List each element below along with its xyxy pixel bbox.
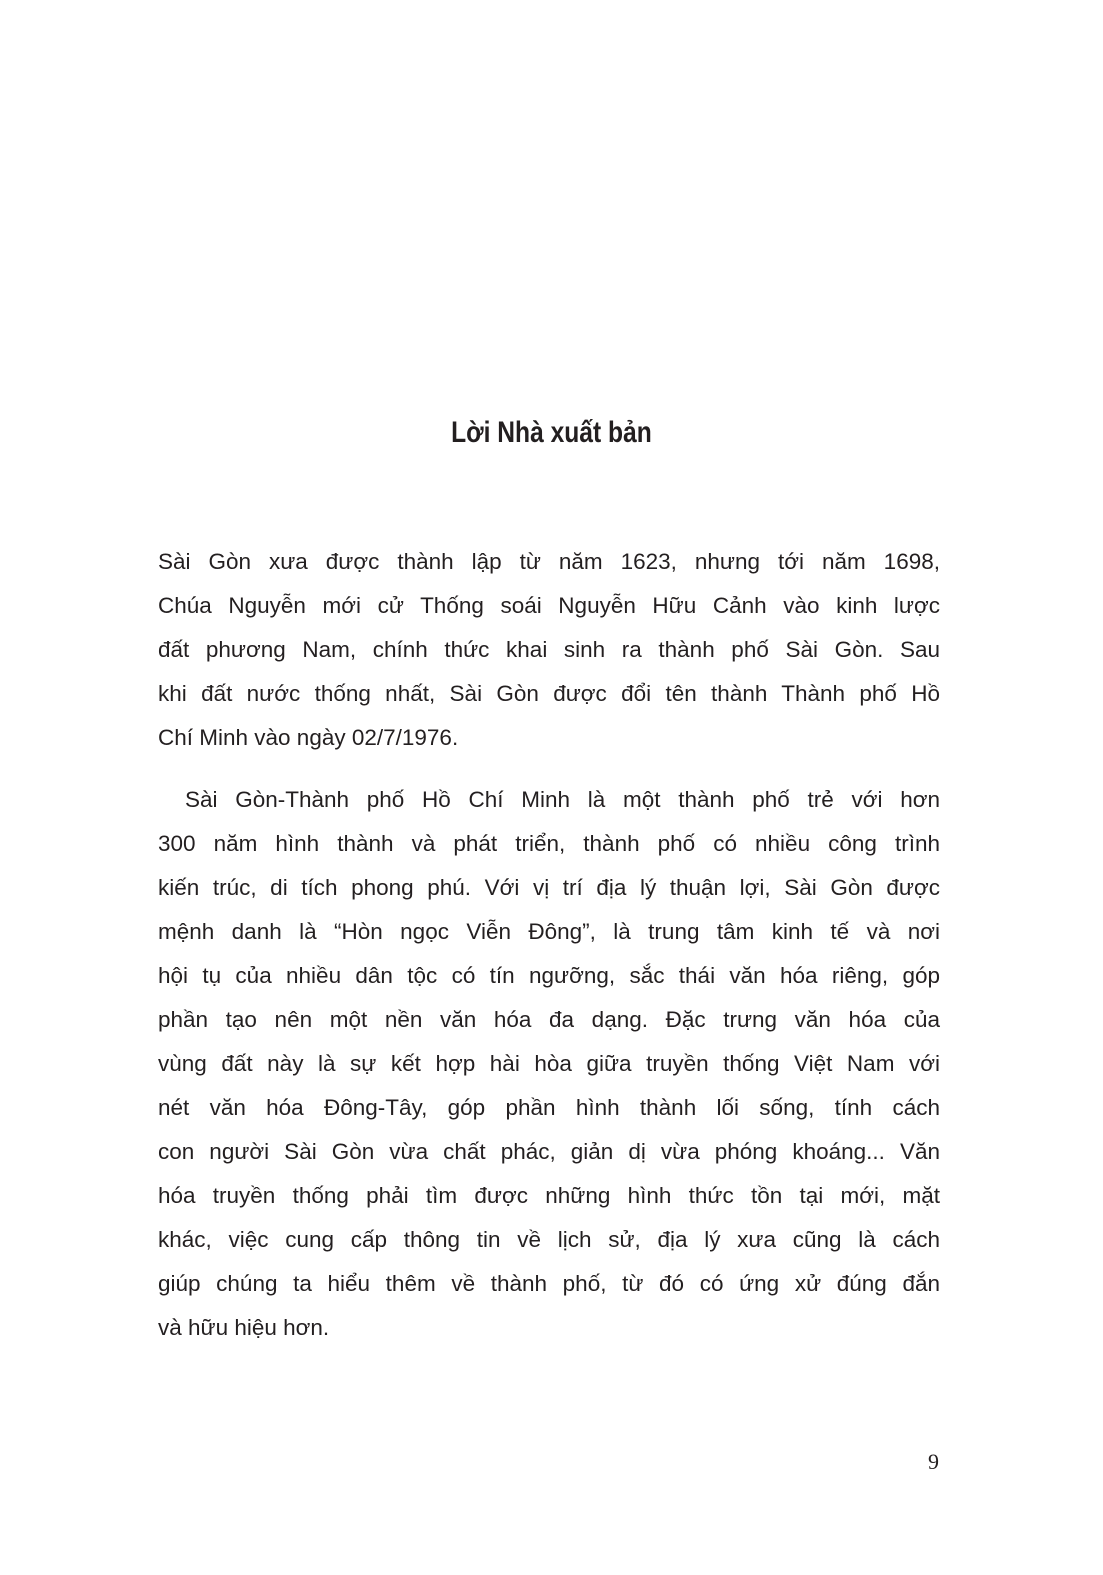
text-line: nét văn hóa Đông-Tây, góp phần hình thành lối sống, tính cách [158,1095,940,1120]
page-number: 9 [928,1449,939,1474]
text-line: khác, việc cung cấp thông tin về lịch sử, địa lý xưa cũng là cách [158,1227,940,1252]
text-line: hội tụ của nhiều dân tộc có tín ngưỡng, sắc thái văn hóa riêng, góp [158,963,940,988]
text-line: 300 năm hình thành và phát triển, thành phố có nhiều công trình [158,831,940,856]
text-line: hóa truyền thống phải tìm được những hình thức tồn tại mới, mặt [158,1183,940,1208]
text-line: con người Sài Gòn vừa chất phác, giản dị vừa phóng khoáng... Văn [158,1139,940,1164]
text-line: kiến trúc, di tích phong phú. Với vị trí địa lý thuận lợi, Sài Gòn được [158,875,940,900]
text-line: phần tạo nên một nền văn hóa đa dạng. Đặc trưng văn hóa của [158,1007,940,1032]
text-line: mệnh danh là “Hòn ngọc Viễn Đông”, là trung tâm kinh tế và nơi [158,919,940,944]
paragraph-2 [158,778,940,1350]
text-line: giúp chúng ta hiểu thêm về thành phố, từ đó có ứng xử đúng đắn [158,1271,940,1296]
text-line: và hữu hiệu hơn. [158,1315,330,1340]
text-line: Sài Gòn-Thành phố Hồ Chí Minh là một thành phố trẻ với hơn [185,787,940,812]
text-line: Chí Minh vào ngày 02/7/1976. [158,725,459,750]
text-line: khi đất nước thống nhất, Sài Gòn được đổi tên thành Thành phố Hồ [158,681,940,706]
text-line: Sài Gòn xưa được thành lập từ năm 1623, nhưng tới năm 1698, [158,549,940,574]
text-line: đất phương Nam, chính thức khai sinh ra thành phố Sài Gòn. Sau [158,637,940,662]
page-heading: Lời Nhà xuất bản [451,416,652,450]
text-line: Chúa Nguyễn mới cử Thống soái Nguyễn Hữu Cảnh vào kinh lược [158,593,940,618]
text-line: vùng đất này là sự kết hợp hài hòa giữa truyền thống Việt Nam với [158,1051,940,1076]
paragraph-1 [158,540,940,760]
